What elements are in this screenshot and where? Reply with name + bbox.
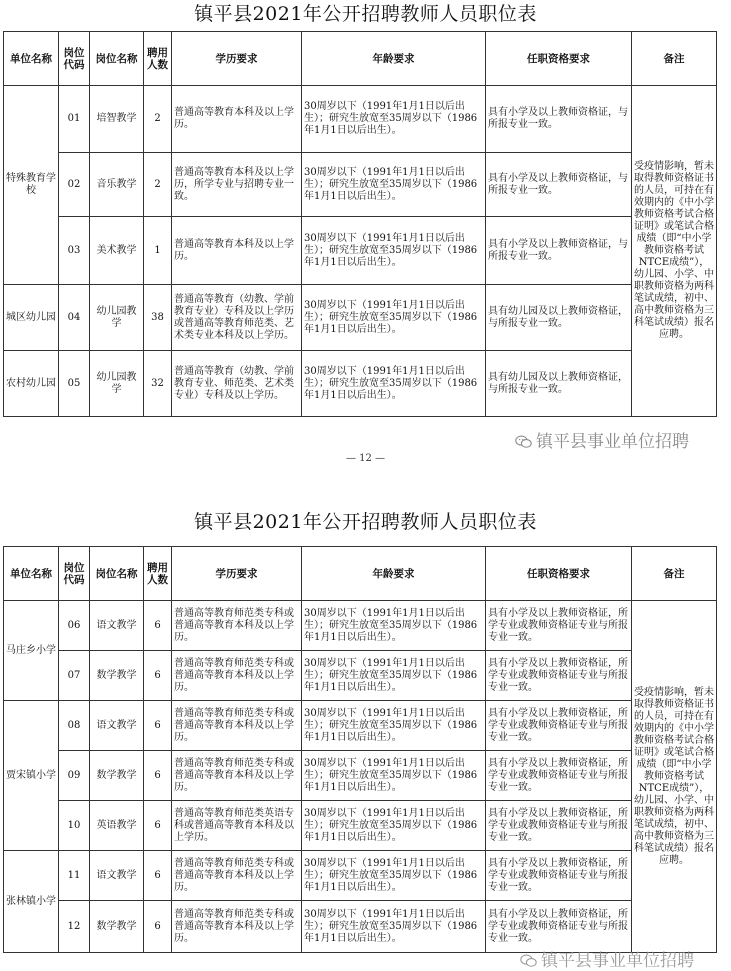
document-page-1	[0, 0, 731, 464]
header-cell: 单位名称	[4, 547, 59, 601]
unit-name-cell: 特殊教育学校	[4, 86, 59, 285]
watermark-text: 镇平县事业单位招聘	[541, 951, 694, 971]
header-cell: 学历要求	[172, 547, 302, 601]
hire-count-cell: 2	[144, 153, 172, 217]
qualification-cell: 具有小学及以上教师资格证，所学专业或教师资格证专业与所报专业一致。	[486, 801, 632, 851]
hire-count-cell: 6	[144, 601, 172, 651]
table-row	[4, 851, 717, 901]
header-cell: 年龄要求	[302, 32, 486, 86]
unit-name-cell: 农村幼儿园	[4, 351, 59, 417]
age-cell: 30周岁以下（1991年1月1日以后出生）；研究生放宽至35周岁以下（1986年1月1日以后出生）。	[302, 801, 486, 851]
age-cell: 30周岁以下（1991年1月1日以后出生）；研究生放宽至35周岁以下（1986年1月1日以后出生）。	[302, 153, 486, 217]
hire-count-cell: 6	[144, 801, 172, 851]
post-name-cell: 美术教学	[90, 217, 144, 285]
post-name-cell: 语文教学	[90, 851, 144, 901]
qualification-cell: 具有小学及以上教师资格证，所学专业或教师资格证专业与所报专业一致。	[486, 701, 632, 751]
age-cell: 30周岁以下（1991年1月1日以后出生）；研究生放宽至35周岁以下（1986年1月1日以后出生）。	[302, 701, 486, 751]
header-cell: 备注	[632, 547, 717, 601]
education-cell: 普通高等教育本科及以上学历。	[172, 217, 302, 285]
post-name-cell: 幼儿园教学	[90, 285, 144, 351]
table-row	[4, 351, 717, 417]
header-cell: 年龄要求	[302, 547, 486, 601]
education-cell: 普通高等教育师范类专科或普通高等教育本科及以上学历。	[172, 901, 302, 953]
table-row	[4, 701, 717, 751]
post-code-cell: 09	[59, 751, 90, 801]
post-code-cell: 12	[59, 901, 90, 953]
qualification-cell: 具有小学及以上教师资格证，所学专业或教师资格证专业与所报专业一致。	[486, 601, 632, 651]
qualification-cell: 具有幼儿园及以上教师资格证，与所报专业一致。	[486, 285, 632, 351]
age-cell: 30周岁以下（1991年1月1日以后出生）；研究生放宽至35周岁以下（1986年1月1日以后出生）。	[302, 86, 486, 153]
qualification-cell: 具有小学及以上教师资格证，所学专业或教师资格证专业与所报专业一致。	[486, 851, 632, 901]
post-name-cell: 语文教学	[90, 701, 144, 751]
hire-count-cell: 6	[144, 901, 172, 953]
table-row	[4, 801, 717, 851]
qualification-cell: 具有小学及以上教师资格证，所学专业或教师资格证专业与所报专业一致。	[486, 901, 632, 953]
table-row	[4, 651, 717, 701]
hire-count-cell: 1	[144, 217, 172, 285]
education-cell: 普通高等教育师范类专科或普通高等教育本科及以上学历。	[172, 701, 302, 751]
job-table	[3, 31, 717, 417]
table-row	[4, 153, 717, 217]
table-row	[4, 86, 717, 153]
age-cell: 30周岁以下（1991年1月1日以后出生）；研究生放宽至35周岁以下（1986年1月1日以后出生）。	[302, 751, 486, 801]
page-title: 镇平县2021年公开招聘教师人员职位表	[194, 511, 537, 533]
table-row	[4, 751, 717, 801]
post-name-cell: 数学教学	[90, 901, 144, 953]
qualification-cell: 具有幼儿园及以上教师资格证，与所报专业一致。	[486, 351, 632, 417]
post-code-cell: 01	[59, 86, 90, 153]
age-cell: 30周岁以下（1991年1月1日以后出生）；研究生放宽至35周岁以下（1986年1月1日以后出生）。	[302, 217, 486, 285]
unit-name-cell: 城区幼儿园	[4, 285, 59, 351]
hire-count-cell: 38	[144, 285, 172, 351]
header-cell: 岗位代码	[59, 547, 90, 601]
hire-count-cell: 6	[144, 851, 172, 901]
post-code-cell: 02	[59, 153, 90, 217]
age-cell: 30周岁以下（1991年1月1日以后出生）；研究生放宽至35周岁以下（1986年1月1日以后出生）。	[302, 901, 486, 953]
age-cell: 30周岁以下（1991年1月1日以后出生）；研究生放宽至35周岁以下（1986年1月1日以后出生）。	[302, 351, 486, 417]
hire-count-cell: 6	[144, 751, 172, 801]
hire-count-cell: 6	[144, 701, 172, 751]
post-name-cell: 培智教学	[90, 86, 144, 153]
post-name-cell: 幼儿园教学	[90, 351, 144, 417]
age-cell: 30周岁以下（1991年1月1日以后出生）；研究生放宽至35周岁以下（1986年1月1日以后出生）。	[302, 651, 486, 701]
header-cell: 岗位代码	[59, 32, 90, 86]
hire-count-cell: 2	[144, 86, 172, 153]
qualification-cell: 具有小学及以上教师资格证，与所报专业一致。	[486, 217, 632, 285]
remark-cell: 受疫情影响，暂未取得教师资格证书的人员，可持在有效期内的《中小学教师资格考试合格证明》或笔试合格成绩（即“中小学教师资格考试NTCE成绩”），幼儿园、小学、中职教师资格为两科笔试成绩，初中、高中教师资格为三科笔试成绩）报名应聘。	[632, 601, 717, 953]
age-cell: 30周岁以下（1991年1月1日以后出生）；研究生放宽至35周岁以下（1986年1月1日以后出生）。	[302, 601, 486, 651]
source-watermark-partial	[520, 946, 694, 971]
page-number: — 12 —	[345, 453, 386, 464]
document-page-2	[0, 510, 731, 971]
wechat-icon	[520, 954, 537, 968]
post-code-cell: 06	[59, 601, 90, 651]
unit-name-cell: 贾宋镇小学	[4, 701, 59, 851]
post-name-cell: 语文教学	[90, 601, 144, 651]
education-cell: 普通高等教育（幼教、学前教育专业、师范类、艺术类专业）专科及以上学历。	[172, 351, 302, 417]
post-name-cell: 数学教学	[90, 651, 144, 701]
qualification-cell: 具有小学及以上教师资格证，与所报专业一致。	[486, 153, 632, 217]
remark-cell: 受疫情影响，暂未取得教师资格证书的人员，可持在有效期内的《中小学教师资格考试合格证明》或笔试合格成绩（即“中小学教师资格考试NTCE成绩”），幼儿园、小学、中职教师资格为两科笔试成绩，初中、高中教师资格为三科笔试成绩）报名应聘。	[632, 86, 717, 417]
hire-count-cell: 32	[144, 351, 172, 417]
header-cell: 岗位名称	[90, 32, 144, 86]
education-cell: 普通高等教育本科及以上学历，所学专业与招聘专业一致。	[172, 153, 302, 217]
table-row	[4, 601, 717, 651]
header-cell: 任职资格要求	[486, 547, 632, 601]
header-cell: 单位名称	[4, 32, 59, 86]
education-cell: 普通高等教育（幼教、学前教育专业）专科及以上学历或普通高等教育师范类、艺术类专业本科及以上学历。	[172, 285, 302, 351]
post-code-cell: 05	[59, 351, 90, 417]
wechat-icon	[515, 435, 532, 449]
qualification-cell: 具有小学及以上教师资格证，与所报专业一致。	[486, 86, 632, 153]
post-name-cell: 数学教学	[90, 751, 144, 801]
education-cell: 普通高等教育师范类英语专科或普通高等教育本科及以上学历。	[172, 801, 302, 851]
unit-name-cell: 马庄乡小学	[4, 601, 59, 701]
page-title: 镇平县2021年公开招聘教师人员职位表	[194, 3, 537, 25]
education-cell: 普通高等教育师范类专科或普通高等教育本科及以上学历。	[172, 751, 302, 801]
header-cell: 学历要求	[172, 32, 302, 86]
header-cell: 聘用人数	[144, 547, 172, 601]
education-cell: 普通高等教育师范类专科或普通高等教育本科及以上学历。	[172, 651, 302, 701]
watermark-text: 镇平县事业单位招聘	[536, 432, 689, 452]
table-header-row	[4, 32, 717, 86]
post-code-cell: 04	[59, 285, 90, 351]
table-row	[4, 285, 717, 351]
hire-count-cell: 6	[144, 651, 172, 701]
header-cell: 岗位名称	[90, 547, 144, 601]
source-watermark	[515, 427, 689, 452]
post-code-cell: 07	[59, 651, 90, 701]
post-code-cell: 08	[59, 701, 90, 751]
header-cell: 聘用人数	[144, 32, 172, 86]
education-cell: 普通高等教育本科及以上学历。	[172, 86, 302, 153]
qualification-cell: 具有小学及以上教师资格证，所学专业或教师资格证专业与所报专业一致。	[486, 751, 632, 801]
education-cell: 普通高等教育师范类专科或普通高等教育本科及以上学历。	[172, 851, 302, 901]
header-cell: 备注	[632, 32, 717, 86]
post-name-cell: 音乐教学	[90, 153, 144, 217]
table-header-row	[4, 547, 717, 601]
header-cell: 任职资格要求	[486, 32, 632, 86]
qualification-cell: 具有小学及以上教师资格证，所学专业或教师资格证专业与所报专业一致。	[486, 651, 632, 701]
age-cell: 30周岁以下（1991年1月1日以后出生）；研究生放宽至35周岁以下（1986年1月1日以后出生）。	[302, 285, 486, 351]
table-row	[4, 217, 717, 285]
post-code-cell: 11	[59, 851, 90, 901]
unit-name-cell: 张林镇小学	[4, 851, 59, 953]
age-cell: 30周岁以下（1991年1月1日以后出生）；研究生放宽至35周岁以下（1986年1月1日以后出生）。	[302, 851, 486, 901]
job-table	[3, 546, 717, 953]
post-name-cell: 英语教学	[90, 801, 144, 851]
post-code-cell: 10	[59, 801, 90, 851]
post-code-cell: 03	[59, 217, 90, 285]
education-cell: 普通高等教育师范类专科或普通高等教育本科及以上学历。	[172, 601, 302, 651]
table-row	[4, 901, 717, 953]
